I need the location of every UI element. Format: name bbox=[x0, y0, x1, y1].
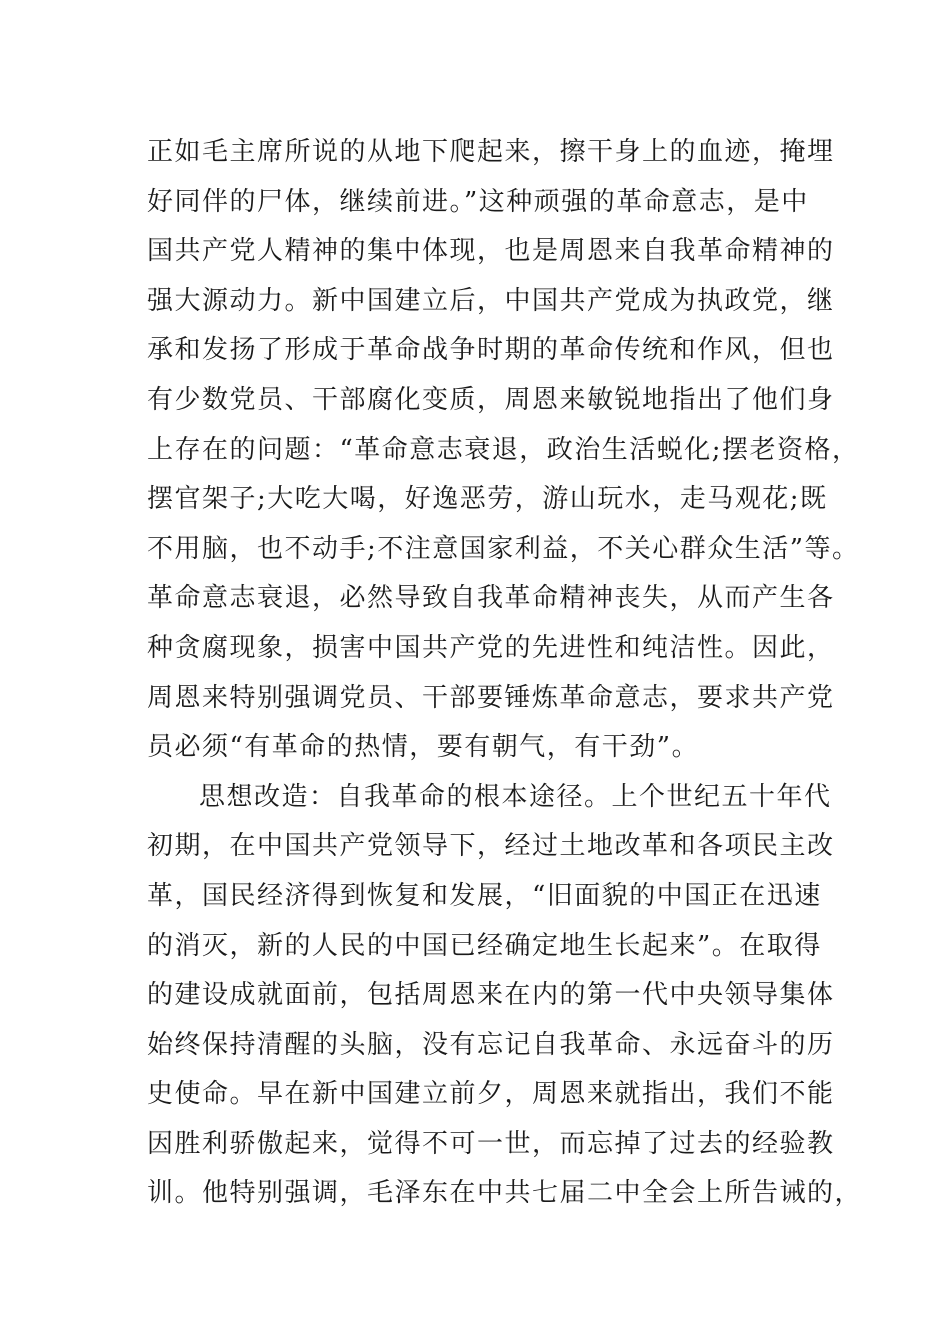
text-line: 的建设成就面前，包括周恩来在内的第一代中央领导集体 bbox=[147, 980, 835, 1011]
text-line: 训。他特别强调，毛泽东在中共七届二中全会上所告诫的， bbox=[147, 1178, 863, 1209]
text-line: 正如毛主席所说的从地下爬起来，擦干身上的血迹，掩埋 bbox=[147, 137, 835, 167]
paragraph-start-line: 思想改造：自我革命的根本途径。上个世纪五十年代 bbox=[199, 781, 832, 812]
text-line: 摆官架子;大吃大喝，好逸恶劳，游山玩水，走马观花;既 bbox=[147, 484, 828, 515]
text-line: 强大源动力。新中国建立后，中国共产党成为执政党，继 bbox=[147, 285, 835, 316]
text-line: 国共产党人精神的集中体现，也是周恩来自我革命精神的 bbox=[147, 236, 835, 267]
text-line: 好同伴的尸体，继续前进。”这种顽强的革命意志，是中 bbox=[147, 186, 809, 217]
text-line: 种贪腐现象，损害中国共产党的先进性和纯洁性。因此， bbox=[147, 632, 835, 663]
text-line: 不用脑，也不动手;不注意国家利益，不关心群众生活”等。 bbox=[147, 533, 860, 564]
text-line: 革，国民经济得到恢复和发展，“旧面貌的中国正在迅速 bbox=[147, 880, 822, 911]
text-line: 承和发扬了形成于革命战争时期的革命传统和作风，但也 bbox=[147, 335, 835, 366]
text-line: 周恩来特别强调党员、干部要锤炼革命意志，要求共产党 bbox=[147, 682, 835, 713]
text-line: 因胜利骄傲起来，觉得不可一世，而忘掉了过去的经验教 bbox=[147, 1128, 835, 1159]
text-line: 上存在的问题：“革命意志衰退，政治生活蜕化;摆老资格， bbox=[147, 434, 860, 465]
text-line: 有少数党员、干部腐化变质，周恩来敏锐地指出了他们身 bbox=[147, 384, 835, 415]
body-text bbox=[147, 128, 863, 1219]
text-line: 初期，在中国共产党领导下，经过土地改革和各项民主改 bbox=[147, 831, 835, 862]
text-line: 革命意志衰退，必然导致自我革命精神丧失，从而产生各 bbox=[147, 583, 835, 614]
text-line: 员必须“有革命的热情，要有朝气，有干劲”。 bbox=[147, 732, 700, 763]
text-line: 始终保持清醒的头脑，没有忘记自我革命、永远奋斗的历 bbox=[147, 1029, 835, 1060]
text-line: 的消灭，新的人民的中国已经确定地生长起来”。在取得 bbox=[147, 930, 822, 961]
text-line: 史使命。早在新中国建立前夕，周恩来就指出，我们不能 bbox=[147, 1079, 835, 1110]
